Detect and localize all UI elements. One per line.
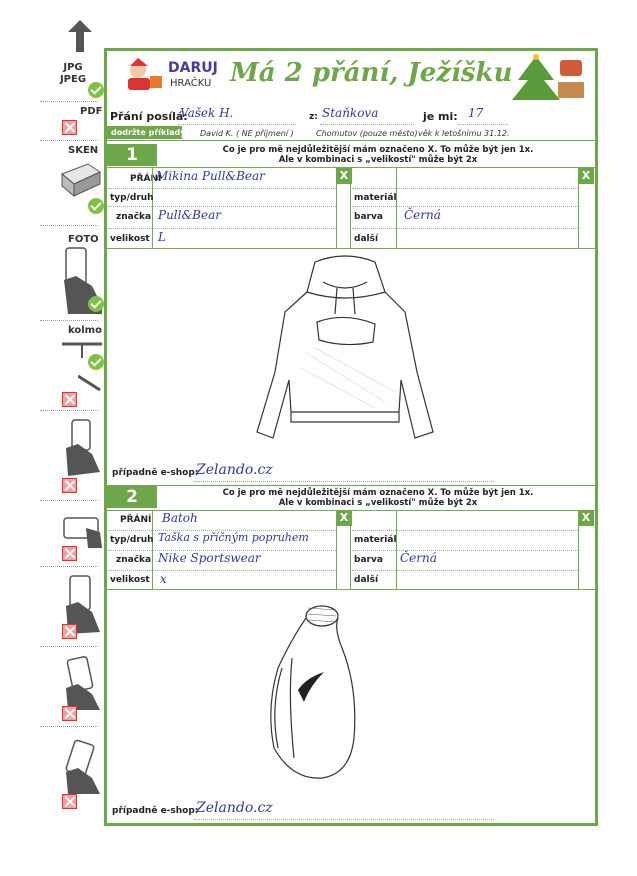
forbidden-icon [62,624,77,639]
santa-logo-icon [122,58,166,94]
col-divider [336,526,337,589]
eshop-value: Zelando.cz [196,800,273,816]
format-scan-label: SKEN [68,145,99,156]
header-divider [105,140,597,141]
priority-x-mark[interactable]: X [578,510,594,526]
divider [40,566,98,567]
material-label: materiál [354,193,397,203]
wish-number: 1 [107,144,157,166]
phone-tilted-icon [62,418,102,476]
card-divider [105,485,597,486]
eshop-label: případně e-shop: [112,806,199,816]
page-title: Má 2 přání, Ježíšku [230,58,513,88]
wish-note-line1: Co je pro mě nejdůležitější mám označeno X. To může být jen 1x. [222,488,534,498]
example-name: David K. ( NE příjmení ) [200,129,294,138]
row-line [108,188,336,189]
scanner-icon [58,160,102,200]
divider [40,726,98,727]
check-icon [88,354,104,370]
row-line [352,188,578,189]
col-divider [152,168,153,248]
forbidden-icon [62,794,77,809]
eshop-label: případně e-shop: [112,468,199,478]
sender-value: Vašek H. [180,106,234,120]
divider [40,410,98,411]
priority-x-mark[interactable]: X [336,168,352,184]
age-value: 17 [468,106,484,120]
format-photo-label: FOTO [68,234,99,245]
row-divider [105,248,597,249]
color-label: barva [354,212,383,222]
from-value: Staňkova [322,106,379,120]
col-divider [396,168,397,248]
forbidden-icon [62,392,77,407]
color-value: Černá [404,208,441,222]
age-label: je mi: [423,110,458,123]
from-label: z: [309,112,318,122]
wish-value: Batoh [162,511,198,525]
from-underline [320,124,414,125]
row-line [352,570,578,571]
row-line [352,550,578,551]
col-divider [578,184,579,248]
age-underline [458,124,508,125]
row-line [352,530,578,531]
forbidden-icon [62,120,77,135]
backpack-drawing [262,598,372,788]
col-divider [578,526,579,589]
wish-number: 2 [107,486,157,508]
examples-label: dodržte příklady: [111,128,189,137]
row-line [108,206,336,207]
size-label: velikost [110,575,150,585]
format-perpendicular-label: kolmo [68,325,102,336]
row-line [108,570,336,571]
hoodie-drawing [245,252,445,452]
example-city: Chomutov (pouze město) [316,129,418,138]
wish-note-line2: Ale v kombinaci s „velikostí" může být 2x [278,155,478,165]
eshop-underline [194,819,494,820]
size-value: L [158,230,166,244]
other-label: další [354,575,379,585]
logo-subtitle: HRAČKU [170,78,212,89]
phone-skewed-icon [62,654,104,710]
logo-title: DARUJ [168,60,218,76]
eshop-value: Zelando.cz [196,462,273,478]
type-label: typ/druh [110,193,154,203]
wish-note-line1: Co je pro mě nejdůležitější mám označeno X. To může být jen 1x. [222,145,534,155]
wish-note [160,488,596,508]
divider [40,140,98,141]
brand-value: Nike Sportswear [158,551,261,565]
col-divider [336,184,337,248]
row-line [352,206,578,207]
wish-note-line2: Ale v kombinaci s „velikostí" může být 2x [278,498,478,508]
format-jpg-text: JPG [63,62,83,73]
divider [40,646,98,647]
example-age: věk k letošnímu 31.12. [418,129,510,138]
christmas-tree-icon [506,54,590,104]
sender-underline [178,124,296,125]
col-divider [350,511,351,589]
wish-label: PŘÁNÍ [130,174,162,184]
size-value: x [160,572,167,586]
divider [40,500,98,501]
brand-label: značka [116,212,152,222]
size-label: velikost [110,234,150,244]
row-divider [105,589,597,590]
col-divider [350,168,351,248]
color-value: Černá [400,551,437,565]
check-icon [88,198,104,214]
check-icon [88,296,104,312]
angled-shot-icon [78,372,102,396]
wish-label: PŘÁNÍ [120,515,152,525]
forbidden-icon [62,478,77,493]
sender-label: Přání posílá: [110,110,188,123]
brand-value: Pull&Bear [158,208,221,222]
up-arrow-icon [68,20,92,52]
color-label: barva [354,555,383,565]
material-label: materiál [354,535,397,545]
phone-close-icon [62,738,104,794]
other-label: další [354,234,379,244]
priority-x-mark[interactable]: X [578,168,594,184]
eshop-underline [194,481,494,482]
wish-note [160,145,596,165]
format-jpg-label [58,62,88,86]
wish-value: Mikina Pull&Bear [156,169,265,183]
check-icon [88,82,104,98]
format-jpeg-text: JPEG [59,74,87,85]
priority-x-mark[interactable]: X [336,510,352,526]
type-value: Taška s příčným popruhem [158,531,309,544]
forbidden-icon [62,546,77,561]
format-pdf-label: PDF [80,106,103,117]
phone-landscape-icon [60,514,104,550]
brand-label: značka [116,555,152,565]
divider [40,320,98,321]
divider [40,101,98,102]
type-label: typ/druh [110,535,154,545]
row-line [352,228,578,229]
divider [40,225,98,226]
row-line [108,228,336,229]
forbidden-icon [62,706,77,721]
